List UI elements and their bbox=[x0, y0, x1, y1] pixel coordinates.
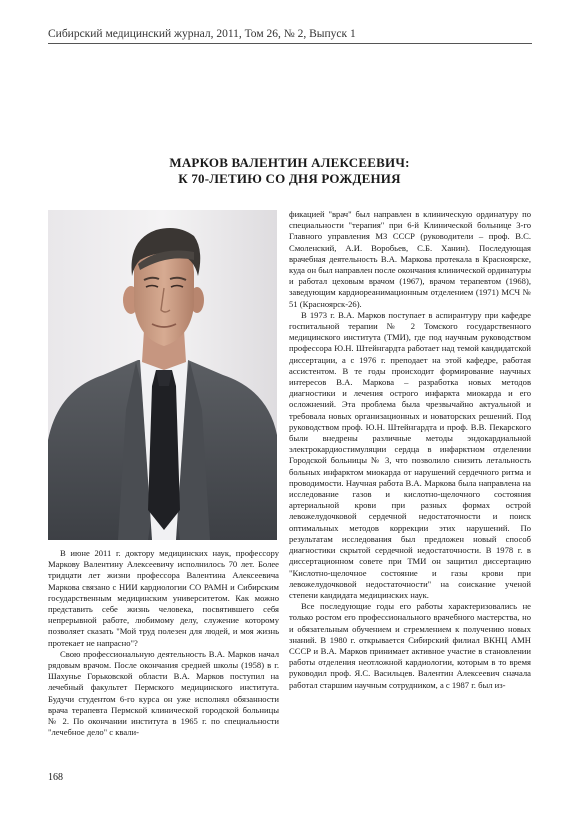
left-text-column bbox=[48, 548, 279, 738]
paragraph: фикацией "врач" был направлен в клиническую ординатуру по специальности "терапия" при 6-й Клинической больнице 3-го Главного управления МЗ СССР (руководители – проф. В.С. Смоленский, А.И. Воробьев, С.Б. Ханин). Последующая врачебная деятельность В.А. Маркова протекала в Красноярске, куда он был направлен после окончания клинической ординатуры и работал цеховым врачом (1967), врачом терапевтом (1968), заведующим кардиореанимационным отделением (1971) МСЧ № 51 (Красноярск-26). bbox=[289, 209, 531, 309]
paragraph: В июне 2011 г. доктору медицинских наук, профессору Маркову Валентину Алексеевичу исполнилось 70 лет. Более тридцати лет жизни профессора Валентина Алексеевича Маркова связано с НИИ кардиологии СО РАМН и Сибирским государственным медицинским университетом. Как можно представить себе жизнь человека, посвятившего себя непрерывной работе, любимому делу, служение которому позволяет сказать "Мой труд полезен для людей, и моя жизнь протекает не напрасно"? bbox=[48, 548, 279, 648]
portrait-image bbox=[48, 210, 277, 540]
paragraph: В 1973 г. В.А. Марков поступает в аспирантуру при кафедре госпитальной терапии № 2 Томского государственного медицинского института (ТМИ), где под научным руководством профессора Ю.Н. Штейнгардта работает над темой кандидатской диссертации, а с 1976 г. преподает на этой кафедре, работая ассистентом. В те годы происходит формирование научных интересов В.А. Маркова – разработка новых методов диагностики и лечения острого инфаркта миокарда и его осложнений. Эта проблема была чрезвычайно актуальной и требовала новых организационных и новаторских решений. Под руководством проф. Ю.Н. Штейнгардта и проф. В.В. Пекарского были внедрены различные методы эндокардиальной электрокардиостимуляции сердца в инфарктном отделении Городской больницы № 3, что позволило снизить летальность больных инфарктом миокарда от нарушений сердечного ритма и проводимости. Научная работа В.А. Маркова была направлена на исследование газов и кислотно-щелочного состояния артериальной крови при разных формах острой левожелудочковой сердечной недостаточности и поиск оптимальных методов коррекции этих нарушений. По результатам исследования был предложен новый способ диагностики скрытой сердечной недостаточности. В 1978 г. в диссертационном совете при ТМИ он защитил диссертацию "Кислотно-щелочное состояние и газы крови при левожелудочковой недостаточности" на соискание ученой степени кандидата медицинских наук. bbox=[289, 309, 531, 600]
page-number: 168 bbox=[48, 772, 63, 783]
paragraph: Свою профессиональную деятельность В.А. Марков начал рядовым врачом. После окончания средней школы (1958) в г. Шахунье Горьковской области В.А. Марков поступил на лечебный факультет Пермского медицинского института. Будучи студентом 6-го курса он уже исполнял обязанности врача терапевта Пермской клинической городской больницы № 2. По окончании института в 1965 г. по специальности "лечебное дело" с квали- bbox=[48, 648, 279, 738]
article-title bbox=[40, 155, 539, 187]
right-text-column bbox=[289, 209, 531, 691]
journal-header: Сибирский медицинский журнал, 2011, Том 26, № 2, Выпуск 1 bbox=[48, 28, 532, 44]
title-line-1: МАРКОВ ВАЛЕНТИН АЛЕКСЕЕВИЧ: bbox=[169, 155, 410, 170]
portrait-photo bbox=[48, 210, 277, 540]
paragraph: Все последующие годы его работы характеризовались не только ростом его профессионального врачебного мастерства, но и обязательным обучением и стремлением к получению новых знаний. В 1980 г. открывается Сибирский филиал ВКНЦ АМН СССР и В.А. Марков принимает активное участие в становлении работы отделения неотложной кардиологии, которым в то время руководил проф. Я.С. Васильцев. Валентин Алексеевич сначала работал старшим научным сотрудником, а с 1987 г. был из- bbox=[289, 601, 531, 690]
title-line-2: К 70-ЛЕТИЮ СО ДНЯ РОЖДЕНИЯ bbox=[178, 171, 401, 186]
